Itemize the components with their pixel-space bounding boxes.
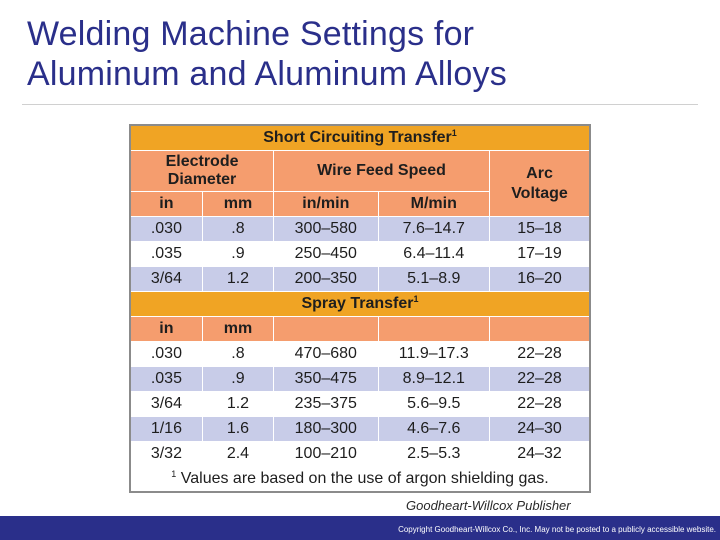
spray-unit-in-header: in [130,317,202,342]
table-row: 3/64 1.2 235–375 5.6–9.5 22–28 [130,392,590,417]
footnote-text: Values are based on the use of argon shielding gas. [180,470,549,487]
settings-table-wrapper [129,124,591,493]
spray-unit-header-row [130,317,590,342]
short-circuit-section-header [130,125,590,151]
footnote-mark: 1 [451,128,457,138]
table-row: .030 .8 300–580 7.6–14.7 15–18 [130,217,590,242]
footnote-mark: 1 [171,469,177,479]
spray-transfer-section-header [130,292,590,317]
footnote-mark: 1 [413,294,419,304]
spray-transfer-title: Spray Transfer [301,295,414,312]
arc-voltage-header: Arc Voltage [490,151,591,217]
welding-settings-table [129,124,591,493]
unit-in-min-header: in/min [274,192,378,217]
unit-in-header: in [130,192,202,217]
table-row: .035 .9 350–475 8.9–12.1 22–28 [130,367,590,392]
title-line-2: Aluminum and Aluminum Alloys [27,55,507,93]
footer-bar [0,516,720,540]
table-row: 3/64 1.2 200–350 5.1–8.9 16–20 [130,267,590,292]
page-title [27,14,687,94]
table-row: .030 .8 470–680 11.9–17.3 22–28 [130,342,590,367]
wire-feed-speed-header: Wire Feed Speed [274,151,490,192]
unit-m-min-header: M/min [378,192,489,217]
publisher-credit: Goodheart-Willcox Publisher [406,498,571,513]
column-header-row [130,151,590,192]
spray-unit-mm-header: mm [202,317,273,342]
table-row: 3/32 2.4 100–210 2.5–5.3 24–32 [130,442,590,467]
table-row: 1/16 1.6 180–300 4.6–7.6 24–30 [130,417,590,442]
unit-mm-header: mm [202,192,273,217]
title-divider [22,104,698,105]
title-line-1: Welding Machine Settings for [27,15,475,53]
short-circuit-title: Short Circuiting Transfer [263,129,452,146]
electrode-diameter-header: Electrode Diameter [130,151,274,192]
footnote-row [130,467,590,493]
table-row: .035 .9 250–450 6.4–11.4 17–19 [130,242,590,267]
copyright-notice: Copyright Goodheart-Willcox Co., Inc. May not be posted to a publicly accessible website. [398,525,716,534]
